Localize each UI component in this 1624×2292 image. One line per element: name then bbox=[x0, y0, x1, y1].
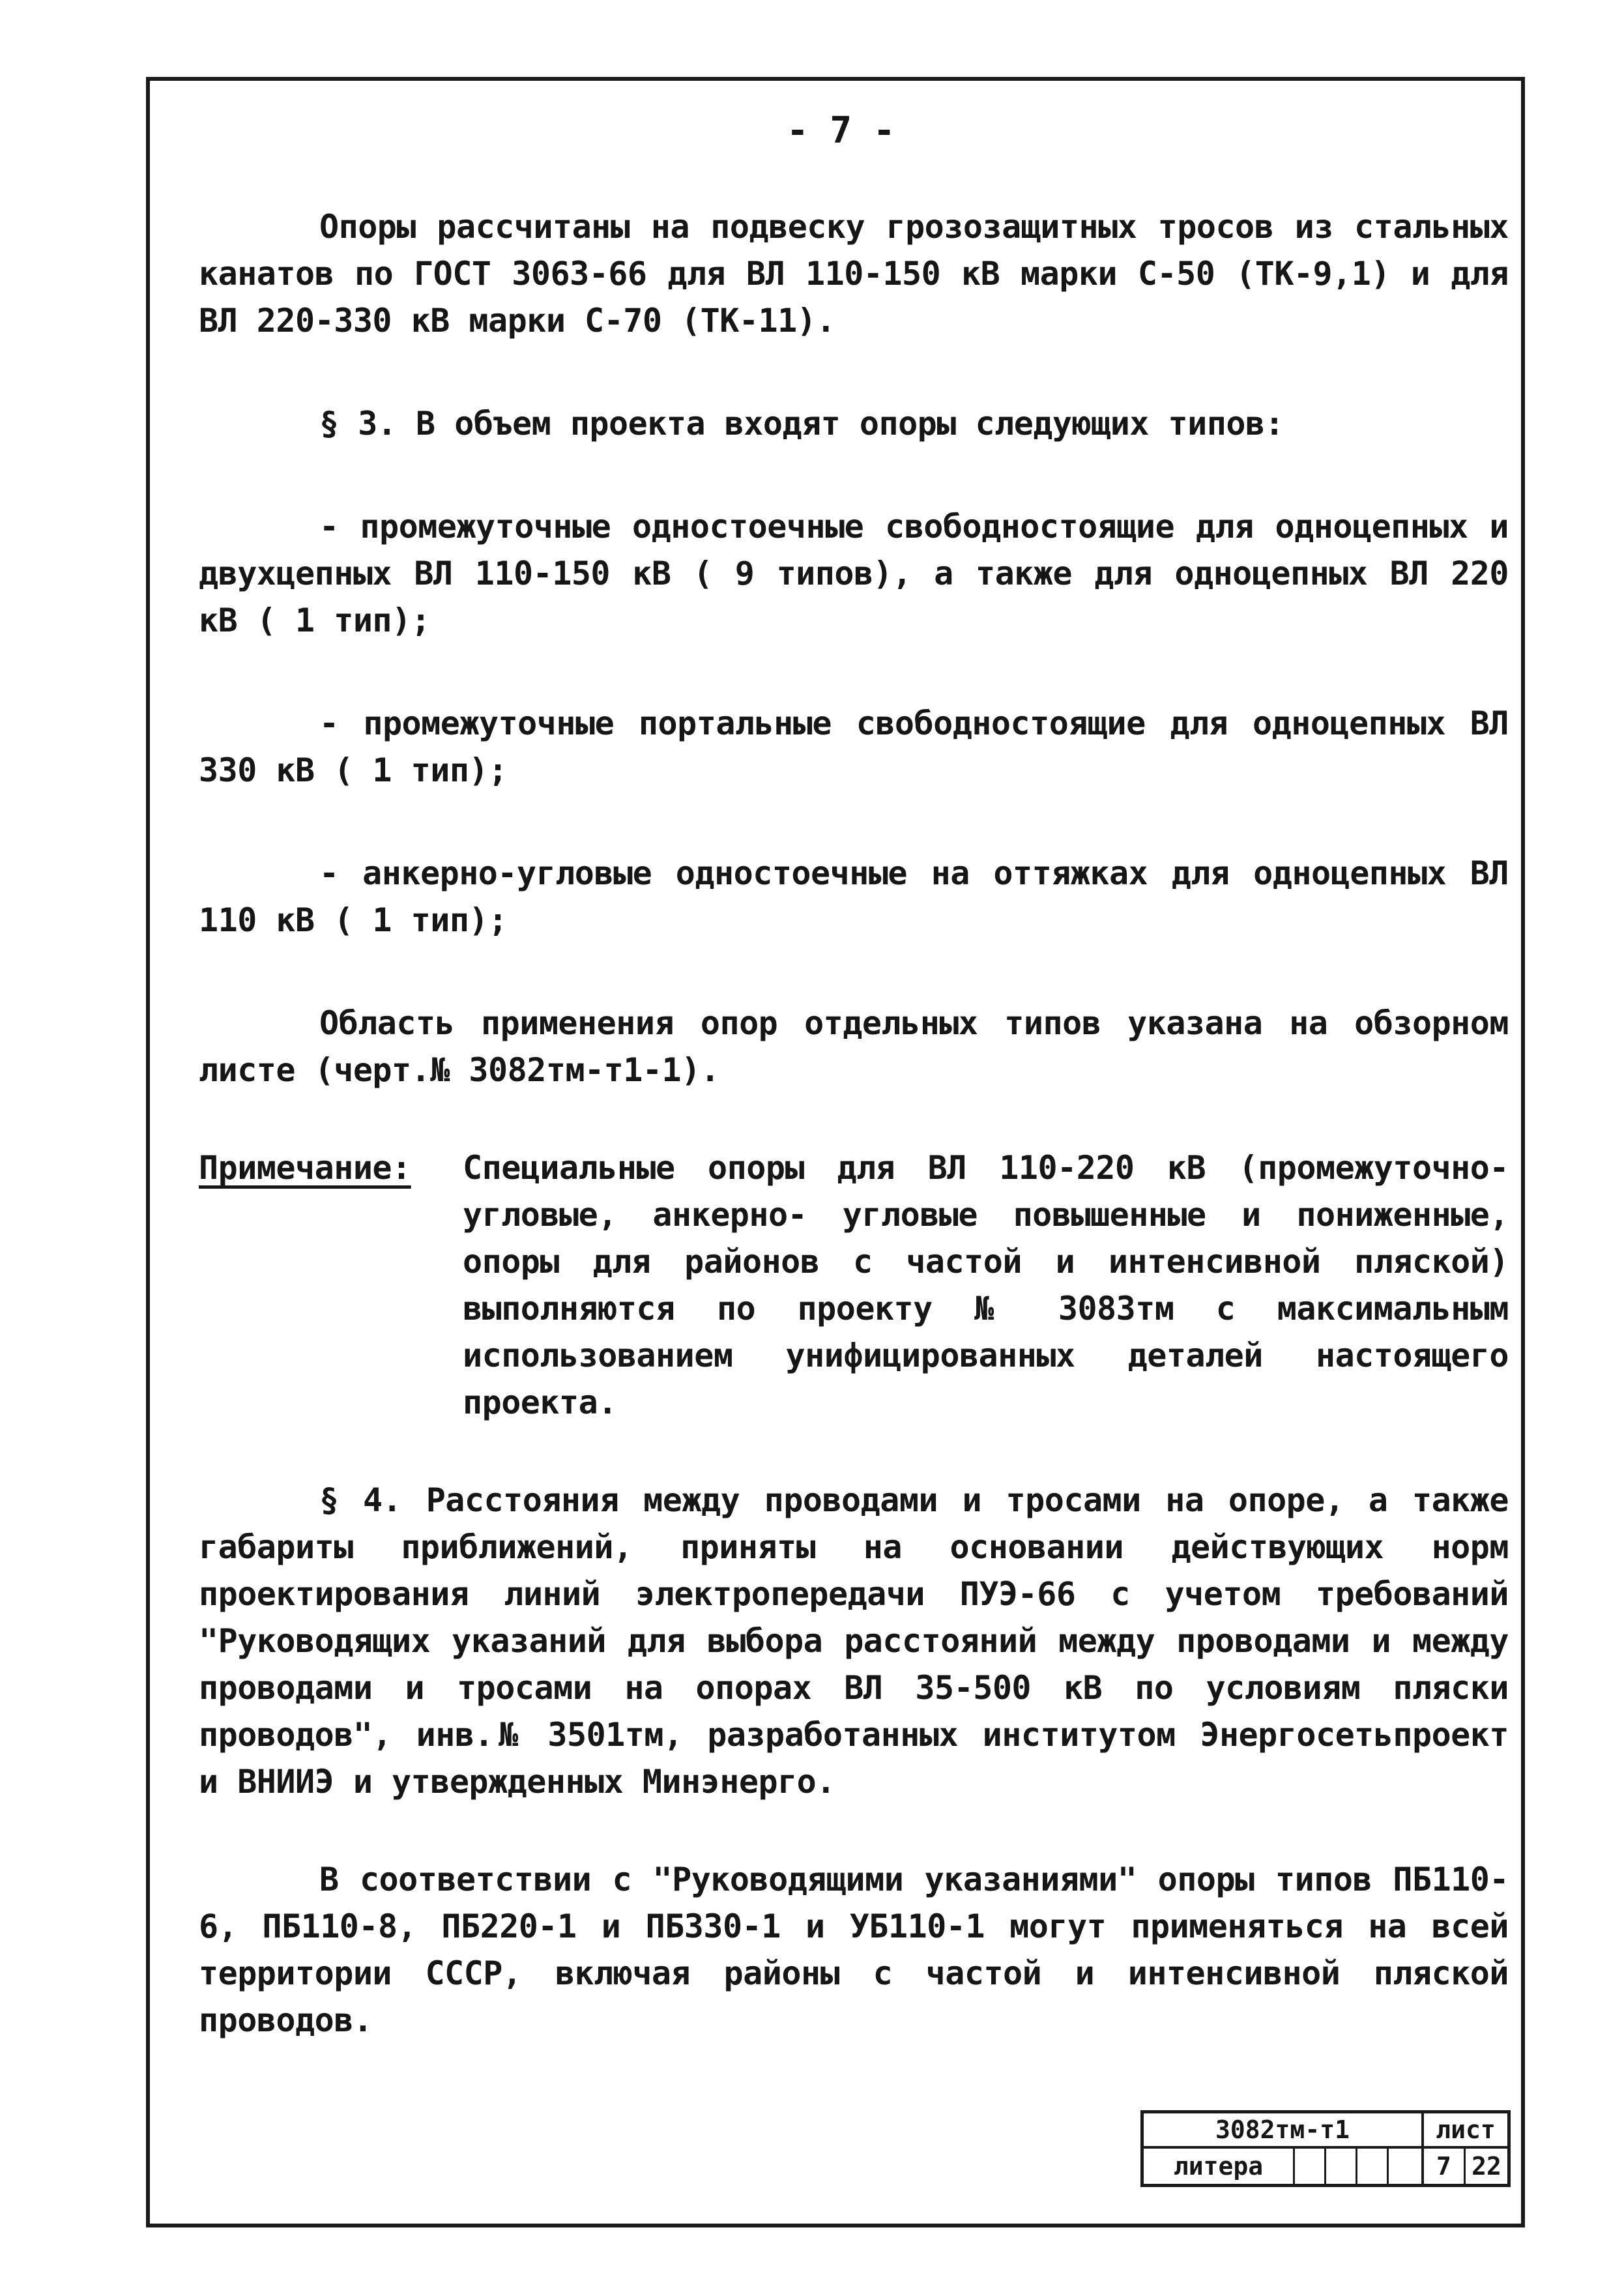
stamp-litera-cell bbox=[1357, 2149, 1389, 2184]
stamp-doc-code: 3082тм-т1 bbox=[1144, 2113, 1424, 2149]
paragraph-intermediate-portal: - промежуточные портальные свободностоящие для одноцепных ВЛ 330 кВ ( 1 тип); bbox=[199, 704, 1509, 789]
paragraph-intermediate-single-post: - промежуточные одностоечные свободностоящие для одноцепных и двухцепных ВЛ 110-150 кВ ( 9 типов), а также для одноцепных ВЛ 220 кВ ( 1 тип); bbox=[199, 508, 1509, 639]
page-number: - 7 - bbox=[786, 109, 895, 152]
document-body bbox=[199, 108, 1509, 2044]
stamp-total-sheets: 22 bbox=[1472, 2152, 1501, 2181]
stamp-litera-cell bbox=[1389, 2149, 1421, 2184]
note-block bbox=[199, 1144, 1509, 1426]
paragraph-application-area: Область применения опор отдельных типов указана на обзорном листе (черт.№ 3082тм-т1-1). bbox=[199, 1004, 1509, 1089]
title-block-stamp bbox=[1140, 2110, 1511, 2187]
paragraph-anchor-angle: - анкерно-угловые одностоечные на оттяжках для одноцепных ВЛ 110 кВ ( 1 тип); bbox=[199, 854, 1509, 939]
stamp-litera-cell bbox=[1295, 2149, 1326, 2184]
paragraph-ground-wires: Опоры рассчитаны на подвеску грозозащитных тросов из стальных канатов по ГОСТ 3063-66 для ВЛ 110-150 кВ марки С-50 (ТК-9,1) и для ВЛ 220-330 кВ марки С-70 (ТК-11). bbox=[199, 208, 1509, 340]
stamp-pages bbox=[1424, 2149, 1507, 2184]
stamp-sheet-label: лист bbox=[1424, 2113, 1507, 2149]
note-text: Специальные опоры для ВЛ 110-220 кВ (промежуточно-угловые, анкерно- угловые повышенные и пониженные, опоры для районов с частой и интенсивной пляской) выполняются по проекту № 3083тм с максимальным использованием унифицированных деталей настоящего проекта. bbox=[463, 1149, 1509, 1421]
paragraph-section-4: § 4. Расстояния между проводами и тросами на опоре, а также габариты приближений, приняты на основании действующих норм проектирования линий электропередачи ПУЭ-66 с учетом требований "Руководящих указаний для выбора расстояний между проводами и между проводами и тросами на опорах ВЛ 35-500 кВ по условиям пляски проводов", инв.№ 3501тм, разработанных институтом Энергосетьпроект и ВНИИЭ и утвержденных Минэнерго. bbox=[199, 1481, 1509, 1801]
stamp-litera-cell bbox=[1326, 2149, 1357, 2184]
paragraph-section-3: § 3. В объем проекта входят опоры следующих типов: bbox=[319, 405, 1284, 442]
stamp-sheet-number: 7 bbox=[1424, 2149, 1466, 2184]
stamp-litera-row bbox=[1144, 2149, 1424, 2184]
stamp-litera-label: литера bbox=[1144, 2149, 1295, 2184]
paragraph-ussr-application: В соответствии с "Руководящими указаниями" опоры типов ПБ110-6, ПБ110-8, ПБ220-1 и ПБ330-1 и УБ110-1 могут применяться на всей территории СССР, включая районы с частой и интенсивной пляской проводов. bbox=[199, 1861, 1509, 2039]
note-label: Примечание: bbox=[199, 1149, 411, 1187]
